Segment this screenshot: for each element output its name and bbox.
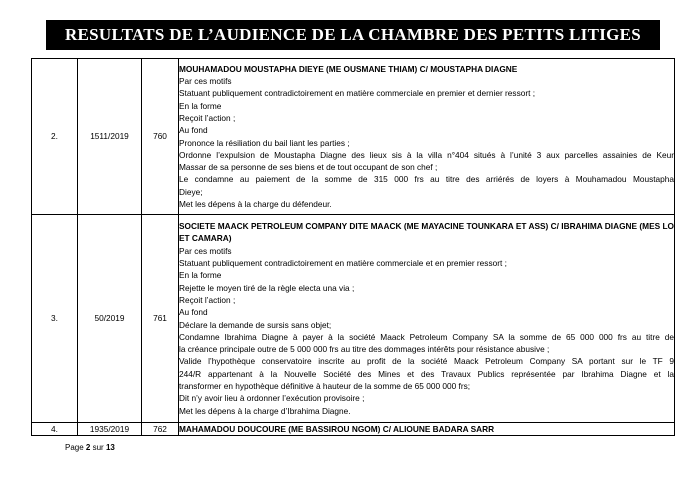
ruling-line: En la forme (179, 270, 222, 281)
case-reference: 50/2019 (78, 215, 142, 423)
case-code: 762 (142, 423, 179, 436)
table-row (32, 59, 675, 215)
ruling-line: Condamne Ibrahima Diagne à payer à la société Maack Petroleum Company SA la somme de 65 000 000 frs au titre de (179, 331, 674, 342)
ruling-line: Ordonne l’expulsion de Moustapha Diagne des lieux sis à la villa n°404 situés à l’unité 3 aux parcelles assainies de Keur (179, 149, 674, 160)
table-row (32, 215, 675, 423)
ruling-line: Prononce la résiliation du bail liant les parties ; (179, 137, 350, 148)
ruling-line: Reçoit l’action ; (179, 112, 236, 123)
page-number: 2 (85, 443, 91, 452)
ruling-line: Par ces motifs (179, 76, 232, 87)
case-number: 3. (32, 215, 78, 423)
case-number: 2. (32, 59, 78, 215)
case-reference: 1511/2019 (78, 59, 142, 215)
ruling-line: Met les dépens à la charge d’Ibrahima Diagne. (179, 405, 351, 416)
case-reference: 1935/2019 (78, 423, 142, 436)
page-title-banner (46, 20, 660, 50)
case-content (179, 215, 675, 423)
ruling-line: Valide l’hypothèque conservatoire inscrite au profit de la société Maack Petroleum Company SA portant sur le TF 9 (179, 356, 674, 367)
ruling-line: En la forme (179, 100, 222, 111)
results-table (31, 58, 675, 436)
case-parties: MAHAMADOU DOUCOURE (ME BASSIROU NGOM) C/ ALIOUNE BADARA SARR (179, 424, 495, 434)
case-parties-continued: ET CAMARA) (179, 233, 232, 244)
ruling-line: Déclare la demande de sursis sans objet; (179, 319, 332, 330)
ruling-line: Au fond (179, 125, 208, 136)
case-number: 4. (32, 423, 78, 436)
ruling-line: Par ces motifs (179, 245, 232, 256)
case-content (179, 423, 675, 436)
ruling-line: Dieye; (179, 186, 203, 197)
case-parties: SOCIETE MAACK PETROLEUM COMPANY DITE MAACK (ME MAYACINE TOUNKARA ET ASS) C/ IBRAHIMA DIAGNE (MES LO (179, 221, 674, 232)
ruling-line: Dit n’y avoir lieu à ordonner l’exécution provisoire ; (179, 393, 365, 404)
ruling-line: Rejette le moyen tiré de la règle electa una via ; (179, 282, 355, 293)
page-footer (65, 443, 115, 452)
table-row (32, 423, 675, 436)
page-label: Page (65, 443, 84, 452)
ruling-line: Le condamne au paiement de la somme de 315 000 frs au titre des arriérés de loyers à Mouhamadou Moustapha (179, 174, 674, 185)
total-pages: 13 (105, 443, 115, 452)
ruling-line: Reçoit l’action ; (179, 294, 236, 305)
case-content (179, 59, 675, 215)
ruling-line: Au fond (179, 307, 208, 318)
ruling-line: 244/R appartenant à la Nouvelle Société des Mines et des Travaux Publics représentée par Ibrahima Diagne et la (179, 368, 674, 379)
page-title: RESULTATS DE L’AUDIENCE DE LA CHAMBRE DES PETITS LITIGES (64, 25, 642, 44)
ruling-line: transformer en hypothèque définitive à hauteur de la somme de 65 000 000 frs; (179, 380, 471, 391)
ruling-line: Massar de sa personne de ses biens et de tout occupant de son chef ; (179, 162, 438, 173)
case-parties: MOUHAMADOU MOUSTAPHA DIEYE (ME OUSMANE THIAM) C/ MOUSTAPHA DIAGNE (179, 63, 518, 74)
case-code: 761 (142, 215, 179, 423)
ruling-line: Statuant publiquement contradictoirement en matière commerciale et en premier ressort ; (179, 258, 507, 269)
case-code: 760 (142, 59, 179, 215)
ruling-line: Statuant publiquement contradictoirement en matière commerciale en premier et dernier ressort ; (179, 88, 536, 99)
ruling-line: la créance principale outre de 5 000 000 frs au titre des dommages intérêts pour résistance abusive ; (179, 344, 550, 355)
of-label: sur (92, 443, 104, 452)
ruling-line: Met les dépens à la charge du défendeur. (179, 198, 332, 209)
